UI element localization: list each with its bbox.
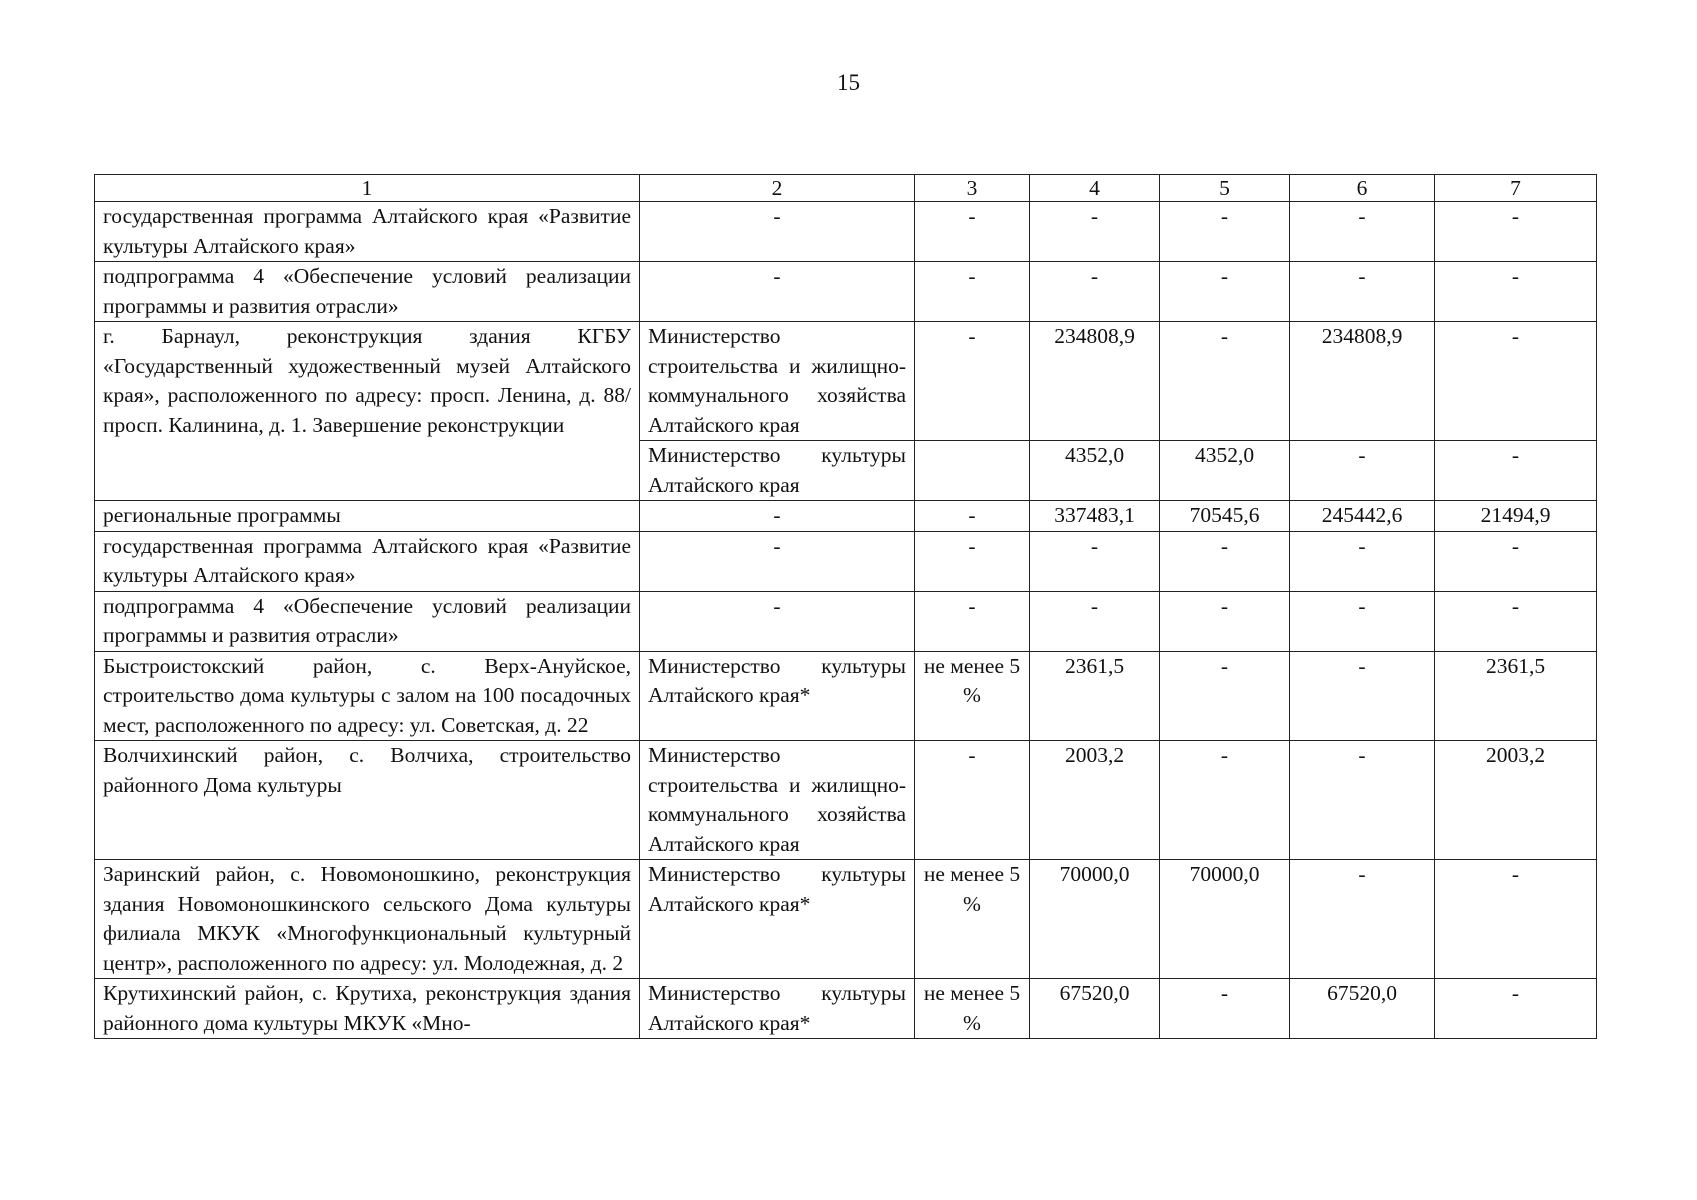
share-cell: - bbox=[915, 741, 1030, 860]
table-row bbox=[95, 979, 1597, 1039]
program-name-cell: региональные программы bbox=[95, 501, 640, 532]
value-cell: 67520,0 bbox=[1290, 979, 1435, 1039]
value-cell: - bbox=[1290, 441, 1435, 501]
total-cell: 70000,0 bbox=[1030, 860, 1160, 979]
responsible-cell: - bbox=[640, 531, 915, 591]
program-name-cell: государственная программа Алтайского края «Развитие культуры Алтайского края» bbox=[95, 531, 640, 591]
total-cell: 67520,0 bbox=[1030, 979, 1160, 1039]
value-cell: - bbox=[1160, 651, 1290, 741]
table-row bbox=[95, 262, 1597, 322]
value-cell: - bbox=[1435, 262, 1597, 322]
value-cell: - bbox=[1160, 979, 1290, 1039]
value-cell: - bbox=[1290, 262, 1435, 322]
value-cell: - bbox=[1435, 979, 1597, 1039]
value-cell: 4352,0 bbox=[1160, 441, 1290, 501]
responsible-cell: - bbox=[640, 591, 915, 651]
share-cell: - bbox=[915, 262, 1030, 322]
value-cell: - bbox=[1435, 860, 1597, 979]
program-name-cell: Крутихинский район, с. Крутиха, реконструкция здания районного дома культуры МКУК «Мно- bbox=[95, 979, 640, 1039]
budget-table bbox=[94, 174, 1597, 1039]
table-row bbox=[95, 501, 1597, 532]
program-name-cell: государственная программа Алтайского края «Развитие культуры Алтайского края» bbox=[95, 202, 640, 262]
responsible-cell: Министерство строительства и жилищно-коммунального хозяйства Алтайского края bbox=[640, 741, 915, 860]
share-cell: не менее 5 % bbox=[915, 979, 1030, 1039]
table-row bbox=[95, 741, 1597, 860]
value-cell: - bbox=[1160, 322, 1290, 441]
responsible-cell: Министерство культуры Алтайского края* bbox=[640, 979, 915, 1039]
value-cell: 70545,6 bbox=[1160, 501, 1290, 532]
program-name-cell: Быстроистокский район, с. Верх-Ануйское, строительство дома культуры с залом на 100 посадочных мест, расположенного по адресу: ул. Советская, д. 22 bbox=[95, 651, 640, 741]
value-cell: 234808,9 bbox=[1290, 322, 1435, 441]
responsible-cell: Министерство строительства и жилищно-коммунального хозяйства Алтайского края bbox=[640, 322, 915, 441]
value-cell: - bbox=[1290, 741, 1435, 860]
total-cell: - bbox=[1030, 202, 1160, 262]
value-cell: - bbox=[1160, 531, 1290, 591]
total-cell: - bbox=[1030, 591, 1160, 651]
responsible-cell: Министерство культуры Алтайского края* bbox=[640, 651, 915, 741]
page-number: 15 bbox=[837, 70, 860, 95]
program-name-cell: подпрограмма 4 «Обеспечение условий реализации программы и развития отрасли» bbox=[95, 591, 640, 651]
responsible-cell: - bbox=[640, 501, 915, 532]
value-cell: 2361,5 bbox=[1435, 651, 1597, 741]
share-cell bbox=[915, 441, 1030, 501]
value-cell: - bbox=[1160, 591, 1290, 651]
responsible-cell: - bbox=[640, 262, 915, 322]
total-cell: 2003,2 bbox=[1030, 741, 1160, 860]
table-row bbox=[95, 322, 1597, 441]
value-cell: - bbox=[1290, 531, 1435, 591]
total-cell: 337483,1 bbox=[1030, 501, 1160, 532]
responsible-cell: Министерство культуры Алтайского края bbox=[640, 441, 915, 501]
value-cell: - bbox=[1435, 202, 1597, 262]
program-name-cell: г. Барнаул, реконструкция здания КГБУ «Государственный художественный музей Алтайского края», расположенного по адресу: просп. Ленина, д. 88/ просп. Калинина, д. 1. Завершение реконструкции bbox=[95, 322, 640, 501]
value-cell: - bbox=[1290, 202, 1435, 262]
responsible-cell: - bbox=[640, 202, 915, 262]
table-row bbox=[95, 531, 1597, 591]
value-cell: - bbox=[1160, 262, 1290, 322]
header-row bbox=[95, 175, 1597, 202]
value-cell: 70000,0 bbox=[1160, 860, 1290, 979]
share-cell: - bbox=[915, 591, 1030, 651]
column-header: 6 bbox=[1290, 175, 1435, 202]
column-header: 2 bbox=[640, 175, 915, 202]
share-cell: - bbox=[915, 202, 1030, 262]
column-header: 5 bbox=[1160, 175, 1290, 202]
value-cell: 2003,2 bbox=[1435, 741, 1597, 860]
total-cell: - bbox=[1030, 531, 1160, 591]
responsible-cell: Министерство культуры Алтайского края* bbox=[640, 860, 915, 979]
column-header: 1 bbox=[95, 175, 640, 202]
program-name-cell: подпрограмма 4 «Обеспечение условий реализации программы и развития отрасли» bbox=[95, 262, 640, 322]
table-row bbox=[95, 202, 1597, 262]
column-header: 3 bbox=[915, 175, 1030, 202]
table-row bbox=[95, 591, 1597, 651]
share-cell: не менее 5 % bbox=[915, 860, 1030, 979]
column-header: 7 bbox=[1435, 175, 1597, 202]
table-row bbox=[95, 860, 1597, 979]
total-cell: 234808,9 bbox=[1030, 322, 1160, 441]
value-cell: 245442,6 bbox=[1290, 501, 1435, 532]
share-cell: не менее 5 % bbox=[915, 651, 1030, 741]
share-cell: - bbox=[915, 501, 1030, 532]
value-cell: - bbox=[1160, 202, 1290, 262]
value-cell: - bbox=[1290, 591, 1435, 651]
total-cell: 4352,0 bbox=[1030, 441, 1160, 501]
program-name-cell: Волчихинский район, с. Волчиха, строительство районного Дома культуры bbox=[95, 741, 640, 860]
column-header: 4 bbox=[1030, 175, 1160, 202]
table-row bbox=[95, 651, 1597, 741]
share-cell: - bbox=[915, 531, 1030, 591]
value-cell: - bbox=[1435, 441, 1597, 501]
share-cell: - bbox=[915, 322, 1030, 441]
value-cell: - bbox=[1435, 591, 1597, 651]
total-cell: - bbox=[1030, 262, 1160, 322]
value-cell: - bbox=[1435, 322, 1597, 441]
program-name-cell: Заринский район, с. Новомоношкино, реконструкция здания Новомоношкинского сельского Дома культуры филиала МКУК «Многофункциональный культурный центр», расположенного по адресу: ул. Молодежная, д. 2 bbox=[95, 860, 640, 979]
value-cell: - bbox=[1290, 651, 1435, 741]
value-cell: - bbox=[1290, 860, 1435, 979]
value-cell: 21494,9 bbox=[1435, 501, 1597, 532]
value-cell: - bbox=[1435, 531, 1597, 591]
value-cell: - bbox=[1160, 741, 1290, 860]
total-cell: 2361,5 bbox=[1030, 651, 1160, 741]
